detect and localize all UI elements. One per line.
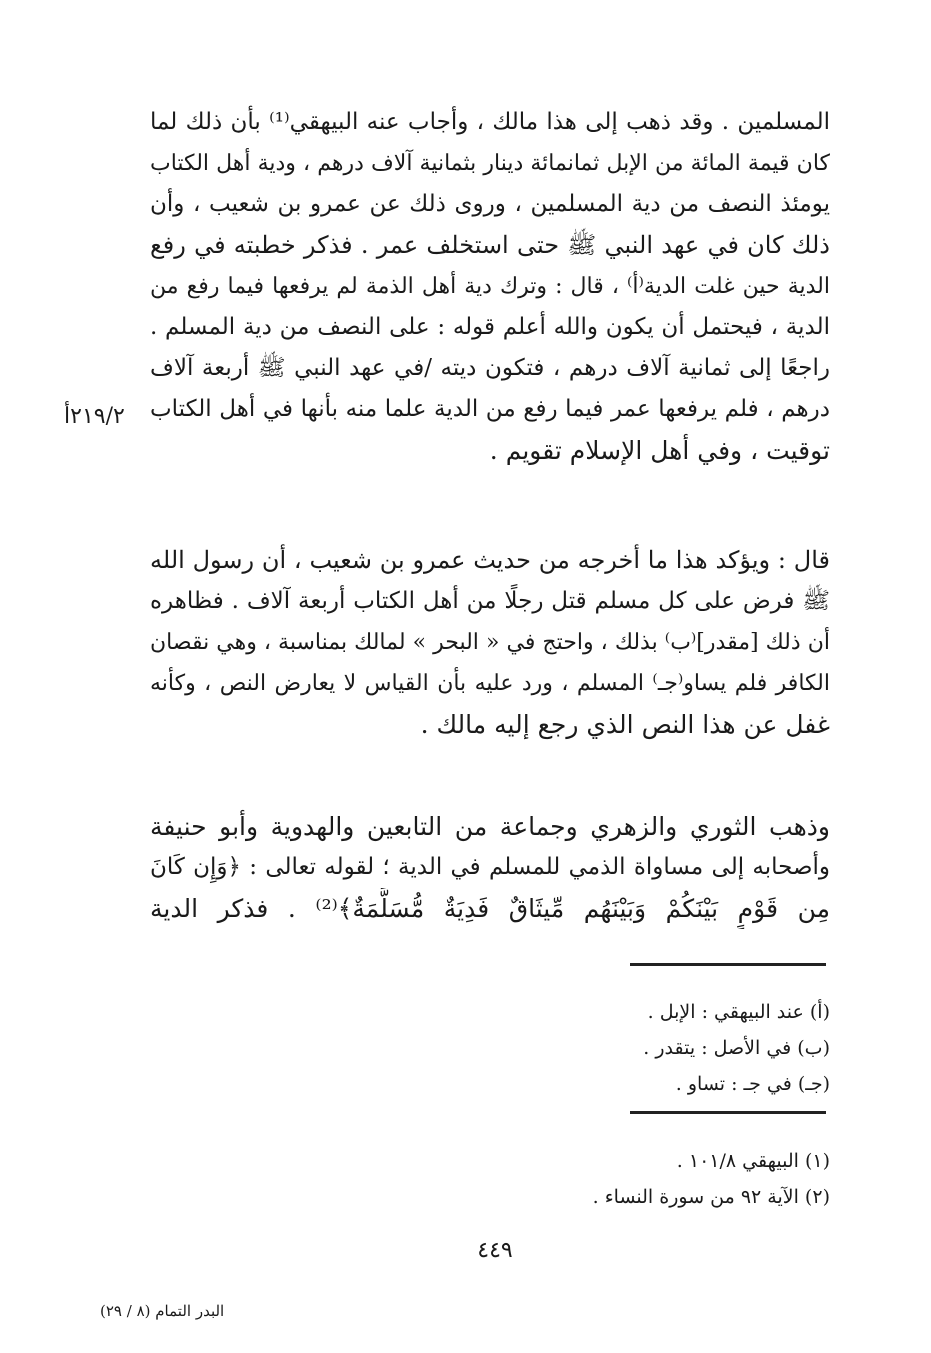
text-line: يومئذ النصف من دية المسلمين ، وروى ذلك عن عمرو بن شعيب ، وأن: [150, 191, 830, 217]
text-line: الدية حين غلت الدية⁽أ⁾ ، قال : وترك دية أهل الذمة لم يرفعها فيما رفع من: [150, 274, 830, 299]
text-line: وأصحابه إلى مساواة الذمي للمسلم في الدية ؛ لقوله تعالى : ﴿وَإِن كَانَ: [150, 854, 830, 880]
footnote: (جـ) في جـ : تساو .: [675, 1073, 830, 1095]
text-line: مِن قَوْمٍ بَيْنَكُمْ وَبَيْنَهُم مِّيثَاقٌ فَدِيَةٌ مُّسَلَّمَةٌ﴾⁽²⁾ . فذكر الدية: [150, 894, 830, 923]
text-line: قال : ويؤكد هذا ما أخرجه من حديث عمرو بن شعيب ، أن رسول الله: [150, 546, 830, 574]
text-line: درهم ، فلم يرفعها عمر فيما رفع من الدية علما منه بأنها في أهل الكتاب: [150, 396, 830, 422]
text-line: المسلمين . وقد ذهب إلى هذا مالك ، وأجاب عنه البيهقي⁽¹⁾ بأن ذلك لما: [150, 109, 830, 135]
variant-footnotes: [400, 994, 830, 1102]
footnote-divider: [630, 1111, 826, 1114]
folio-margin-note: ٢١٩/٢أ: [64, 404, 125, 429]
paragraph-3: [150, 806, 830, 929]
reference-footnotes: [400, 1143, 830, 1215]
text-line: ذلك كان في عهد النبي ﷺ حتى استخلف عمر . فذكر خطبته في رفع: [150, 231, 830, 259]
text-line: وذهب الثوري والزهري وجماعة من التابعين والهدوية وأبو حنيفة: [150, 812, 830, 841]
text-line: الكافر فلم يساو⁽جـ⁾ المسلم ، ورد عليه بأن القياس لا يعارض النص ، وكأنه: [150, 671, 830, 696]
footnote: (ب) في الأصل : يتقدر .: [643, 1037, 830, 1059]
text-line: راجعًا إلى ثمانية آلاف درهم ، فتكون ديته /في عهد النبي ﷺ أربعة آلاف: [150, 355, 830, 381]
text-line: كان قيمة المائة من الإبل ثمانمائة دينار بثمانية آلاف درهم ، ودية أهل الكتاب: [150, 151, 830, 176]
page-number: ٤٤٩: [477, 1238, 513, 1263]
paragraph-1: [150, 102, 830, 471]
footnote: (٢) الآية ٩٢ من سورة النساء .: [592, 1186, 830, 1208]
text-line: أن ذلك [مقدر]⁽ب⁾ بذلك ، واحتج في « البحر » لمالك بمناسبة ، وهي نقصان: [150, 630, 830, 655]
text-line: ﷺ فرض على كل مسلم قتل رجلًا من أهل الكتاب أربعة آلاف . فظاهره: [150, 588, 830, 614]
footnote: (أ) عند البيهقي : الإبل .: [647, 1001, 830, 1023]
footnote: (١) البيهقي ١٠١/٨ .: [676, 1150, 830, 1172]
paragraph-2: [150, 540, 830, 745]
text-line: توقيت ، وفي أهل الإسلام تقويم .: [489, 436, 830, 465]
footnote-divider: [630, 963, 826, 966]
printer-signature: البدر التمام (٨ / ٢٩): [100, 1302, 225, 1320]
text-line: الدية ، فيحتمل أن يكون والله أعلم قوله : على النصف من دية المسلم .: [150, 314, 830, 340]
text-line: غفل عن هذا النص الذي رجع إليه مالك .: [420, 710, 830, 739]
